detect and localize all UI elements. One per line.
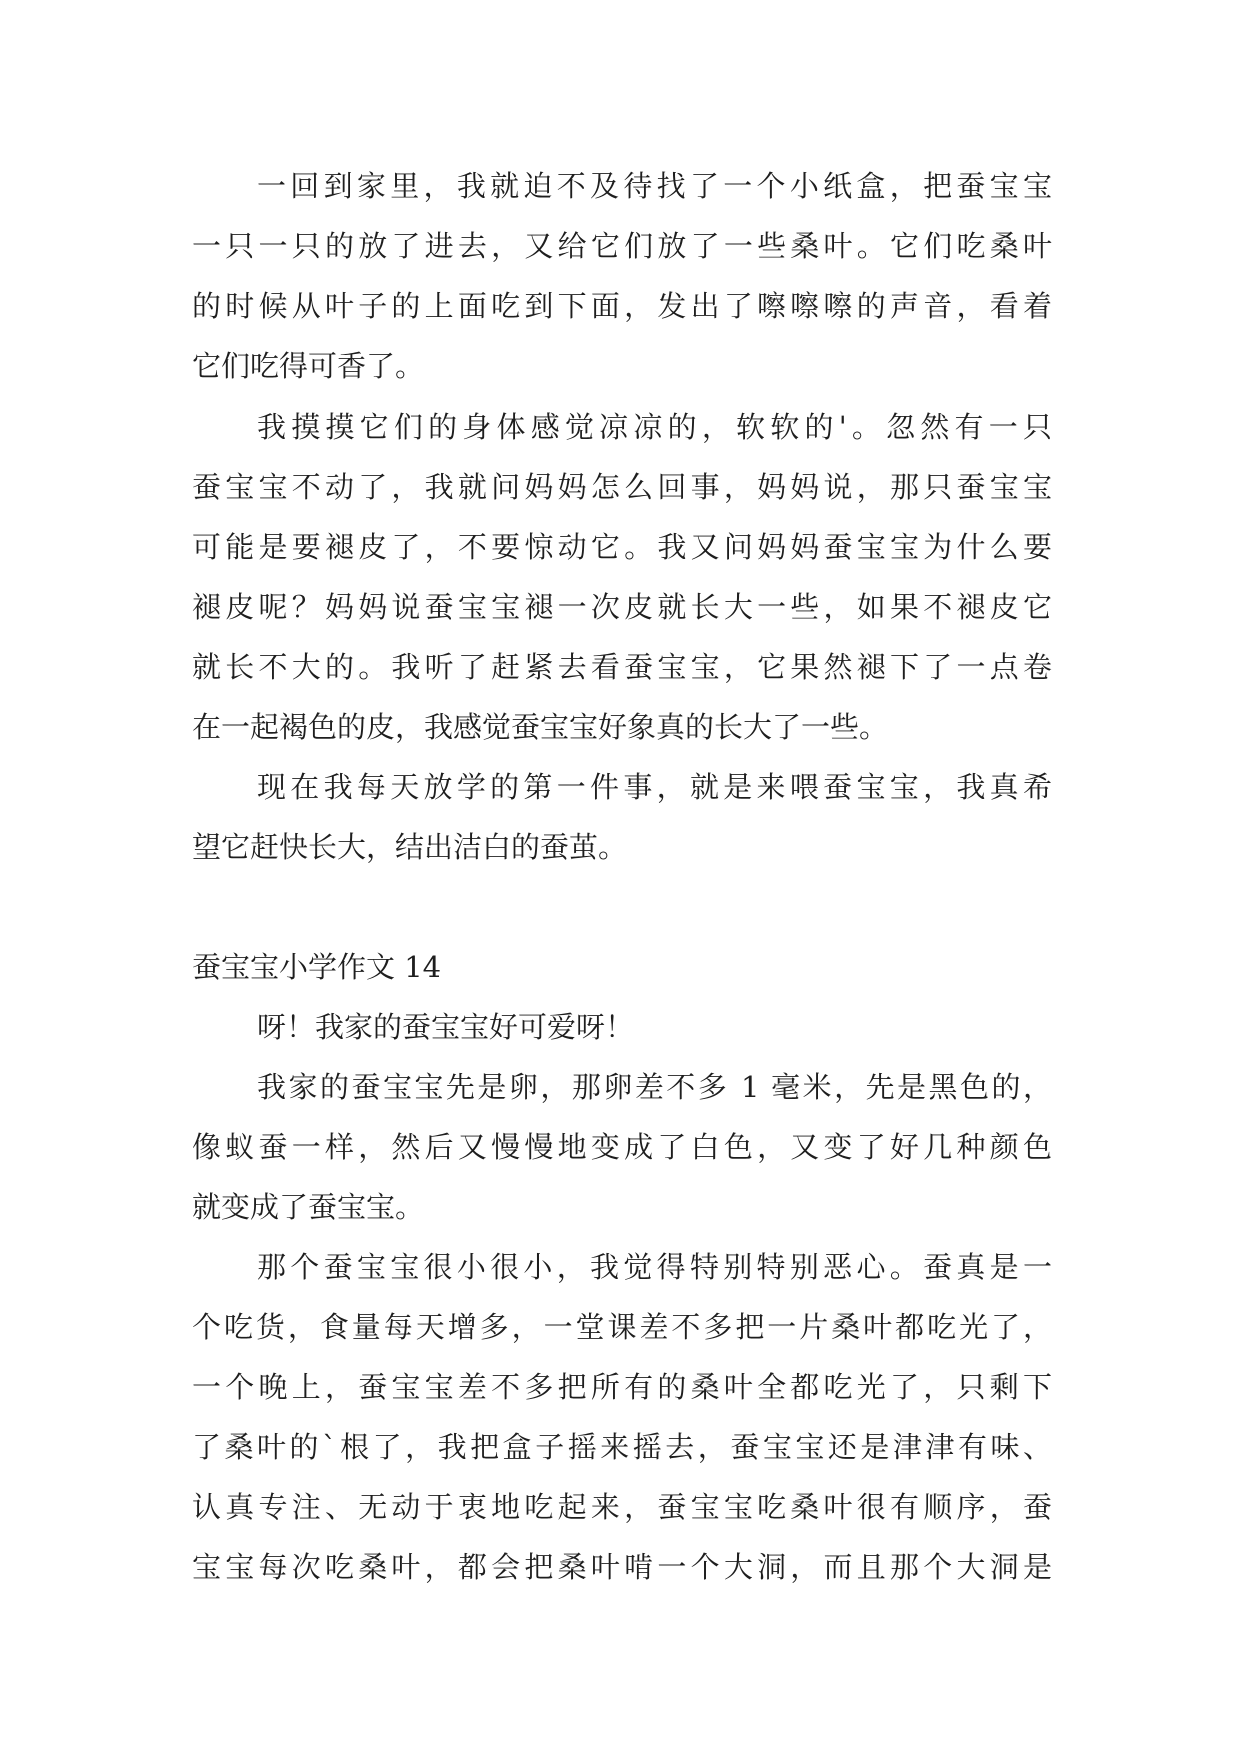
text-line: 了桑叶的`根了，我把盒子摇来摇去，蚕宝宝还是津津有味、: [192, 1430, 1052, 1464]
text-line: 就长不大的。我听了赶紧去看蚕宝宝，它果然褪下了一点卷: [192, 650, 1052, 684]
text-line: 的时候从叶子的上面吃到下面，发出了嚓嚓嚓的声音，看着: [192, 289, 1052, 323]
text-line: 个吃货，食量每天增多，一堂课差不多把一片桑叶都吃光了，: [192, 1310, 1052, 1344]
text-line: 一只一只的放了进去，又给它们放了一些桑叶。它们吃桑叶: [192, 229, 1052, 263]
text-line: 那个蚕宝宝很小很小，我觉得特别特别恶心。蚕真是一: [257, 1250, 1052, 1284]
text-line: 可能是要褪皮了，不要惊动它。我又问妈妈蚕宝宝为什么要: [192, 530, 1052, 564]
section-heading: 蚕宝宝小学作文 14: [192, 950, 442, 984]
text-line: 认真专注、无动于衷地吃起来，蚕宝宝吃桑叶很有顺序，蚕: [192, 1490, 1052, 1524]
text-line: 蚕宝宝不动了，我就问妈妈怎么回事，妈妈说，那只蚕宝宝: [192, 470, 1052, 504]
text-line: 宝宝每次吃桑叶，都会把桑叶啃一个大洞，而且那个大洞是: [192, 1550, 1052, 1584]
text-line: 我摸摸它们的身体感觉凉凉的，软软的'。忽然有一只: [257, 410, 1052, 444]
text-line: 就变成了蚕宝宝。: [192, 1190, 425, 1224]
text-line: 在一起褐色的皮，我感觉蚕宝宝好象真的长大了一些。: [192, 710, 889, 744]
text-line: 一个晚上，蚕宝宝差不多把所有的桑叶全都吃光了，只剩下: [192, 1370, 1052, 1404]
text-line: 现在我每天放学的第一件事，就是来喂蚕宝宝，我真希: [257, 770, 1052, 804]
text-line: 褪皮呢？妈妈说蚕宝宝褪一次皮就长大一些，如果不褪皮它: [192, 590, 1052, 624]
text-line: 呀！我家的蚕宝宝好可爱呀！: [257, 1010, 635, 1044]
text-line: 像蚁蚕一样，然后又慢慢地变成了白色，又变了好几种颜色: [192, 1130, 1052, 1164]
text-line: 它们吃得可香了。: [192, 349, 425, 383]
text-line: 我家的蚕宝宝先是卵，那卵差不多 1 毫米，先是黑色的，: [257, 1070, 1052, 1104]
text-line: 望它赶快长大，结出洁白的蚕茧。: [192, 830, 628, 864]
text-line: 一回到家里，我就迫不及待找了一个小纸盒，把蚕宝宝: [257, 169, 1052, 203]
